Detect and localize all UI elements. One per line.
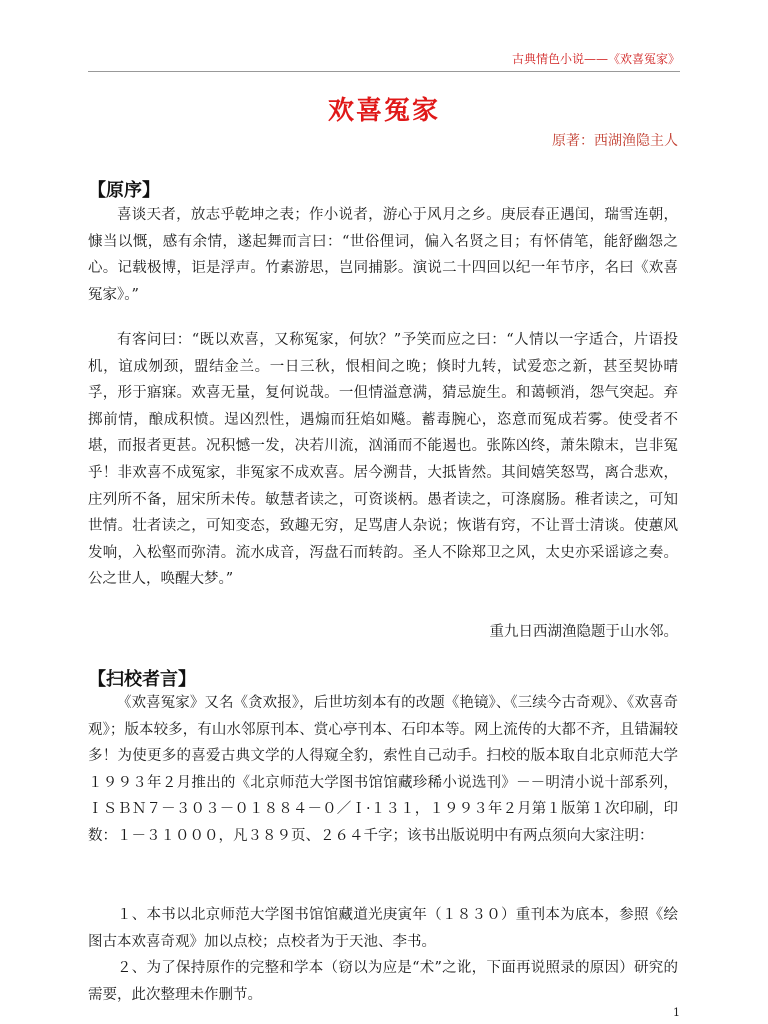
preface-paragraph-2: 有客问曰：“既以欢喜，又称冤家，何欤？”予笑而应之曰：“人情以一字适合，片语投机，谊成刎颈，盟结金兰。一日三秋，恨相间之晚；倏时九转，试爱恋之新，甚至契协晴孚，形于寤寐。欢喜无量，复何说哉。一但情溢意满，猜忌旋生。和蔼顿消，怨气突起。弃掷前情，酿成积愤。逞凶烈性，遇煽而狂焰如飚。蓄毒腕心，恣意而冤成若雾。使受者不堪，而报者更甚。况积憾一发，决若川流，汹涌而不能遏也。张陈凶终，萧朱隙末，岂非冤乎！非欢喜不成冤家，非冤家不成欢喜。居今溯昔，大抵皆然。其间嬉笑怒骂，离合悲欢，庄列所不备，屈宋所未传。敏慧者读之，可资谈柄。愚者读之，可涤腐肠。稚者读之，可知世情。壮者读之，可知变态，致趣无穷，足骂唐人杂说；恢谐有窍，不让晋士清谈。使蕙风发响，入松壑而弥清。流水成音，泻盘石而转韵。圣人不除郑卫之风，太史亦采谣谚之奏。公之世人，唤醒大梦。” xyxy=(88,332,678,588)
preface-paragraph-1: 喜谈天者，放志乎乾坤之表；作小说者，游心于风月之乡。庚辰春正遇闰，瑞雪连朝，慷当以慨，感有余情，遂起舞而言曰：“世俗俚词，偏入名贤之目；有怀倩笔，能舒幽怨之心。记载极博，讵是浮声。竹素游思，岂同捕影。演说二十四回以纪一年节序，名曰《欢喜冤家》。” xyxy=(88,207,678,303)
notes-paragraph-2: １、本书以北京师范大学图书馆馆藏道光庚寅年（１８３０）重刊本为底本，参照《绘图古本欢喜奇观》加以点校；点校者为于天池、李书。 xyxy=(88,907,678,950)
preface-heading: 【原序】 xyxy=(88,180,160,201)
running-title: 古典情色小说——《欢喜冤家》 xyxy=(511,52,680,66)
notes-paragraph-3: ２、为了保持原作的完整和学本（窃以为应是“术”之讹，下面再说照录的原因）研究的需要，此次整理未作删节。 xyxy=(88,960,678,1003)
preface-signature: 重九日西湖渔隐题于山水邻。 xyxy=(489,624,678,640)
author-line: 原著：西湖渔隐主人 xyxy=(552,133,678,149)
document-title: 欢喜冤家 xyxy=(327,96,440,126)
page-number: 1 xyxy=(673,1006,680,1019)
running-header xyxy=(88,50,680,72)
notes-paragraph-1: 《欢喜冤家》又名《贪欢报》，后世坊刻本有的改题《艳镜》、《三续今古奇观》、《欢喜奇观》；版本较多，有山水邻原刊本、赏心亭刊本、石印本等。网上流传的大都不齐，且错漏较多！为使更多的喜爱古典文学的人得窥全豹，索性自己动手。扫校的版本取自北京师范大学１９９３年２月推出的《北京师范大学图书馆馆藏珍稀小说选刊》－－明清小说十部系列，ＩＳＢＮ７－３０３－０１８８４－０／Ｉ·１３１，１９９３年２月第１版第１次印刷，印数：１－３１０００，凡３８９页、２６４千字；该书出版说明中有两点须向大家注明： xyxy=(88,695,678,844)
notes-heading: 【扫校者言】 xyxy=(88,669,196,690)
